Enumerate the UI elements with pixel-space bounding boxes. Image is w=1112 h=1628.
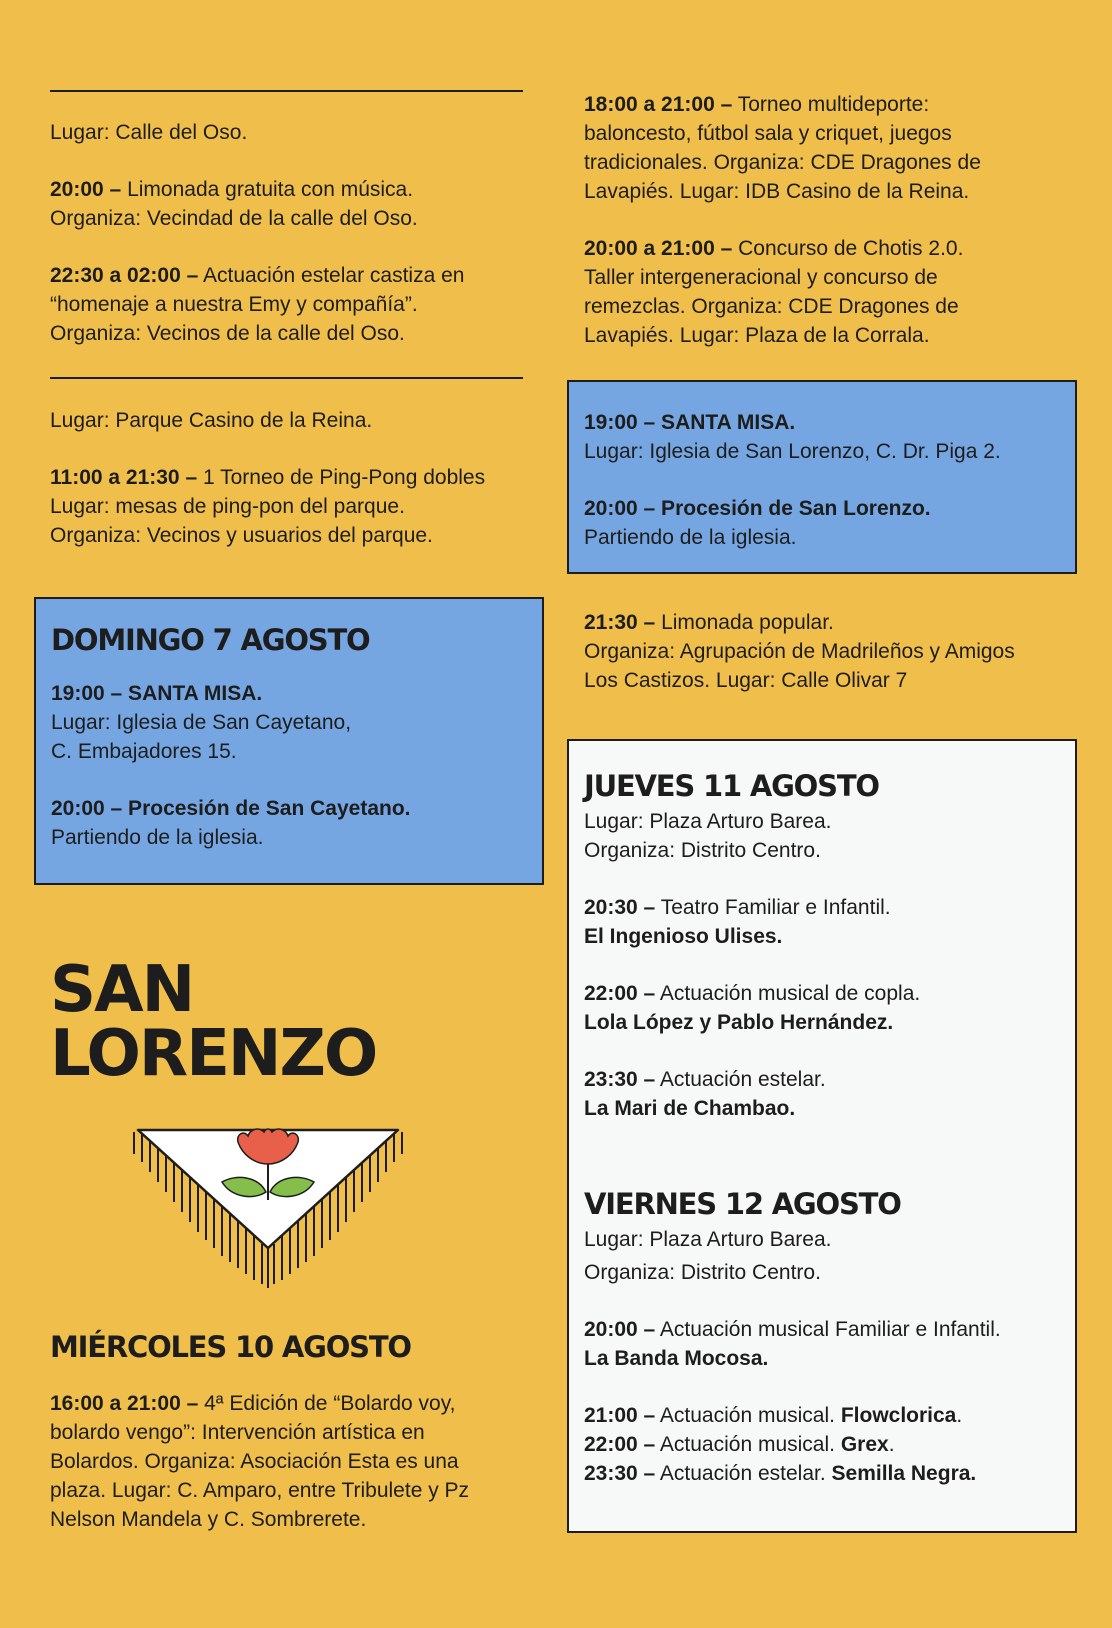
domingo-event-2: 20:00 – Procesión de San Cayetano. [51, 797, 411, 820]
jueves-viernes-box [567, 739, 1077, 1533]
jueves-event-2-performer: Lola López y Pablo Hernández. [584, 1011, 894, 1034]
manton-flower-icon [132, 1126, 404, 1288]
san-lorenzo-line1: SAN [50, 953, 194, 1027]
miercoles-line5: Nelson Mandela y C. Sombrerete. [50, 1508, 367, 1531]
parque-event-1: 11:00 a 21:30 – 1 Torneo de Ping-Pong dobles [50, 466, 486, 489]
oso-event-2: 22:30 a 02:00 – Actuación estelar castiza en [50, 264, 465, 287]
san-lorenzo-line2: LORENZO [50, 1017, 377, 1091]
domingo-event-1-lugar: Lugar: Iglesia de San Cayetano, [51, 711, 352, 734]
misa-event-1-lugar: Lugar: Iglesia de San Lorenzo, C. Dr. Piga 2. [584, 440, 1001, 463]
jueves-event-3-performer: La Mari de Chambao. [584, 1097, 796, 1120]
miercoles-section [50, 1330, 540, 1534]
chotis-line2: Taller intergeneracional y concurso de [584, 266, 938, 289]
jueves-title: JUEVES 11 AGOSTO [584, 769, 879, 803]
chotis-line3: remezclas. Organiza: CDE Dragones de [584, 295, 959, 318]
viernes-organiza: Organiza: Distrito Centro. [584, 1261, 821, 1284]
viernes-lugar: Lugar: Plaza Arturo Barea. [584, 1228, 832, 1251]
miercoles-line4: plaza. Lugar: C. Amparo, entre Tribulete y Pz [50, 1479, 470, 1502]
torneo-line2: baloncesto, fútbol sala y criquet, juegos [584, 122, 952, 145]
oso-event-2-line2: “homenaje a nuestra Emy y compañía”. [50, 293, 418, 316]
limonada-event: 21:30 – Limonada popular. [584, 611, 834, 634]
oso-event-1: 20:00 – Limonada gratuita con música. [50, 178, 414, 201]
miercoles-event-1: 16:00 a 21:00 – 4ª Edición de “Bolardo voy, [50, 1392, 456, 1415]
jueves-event-1-performer: El Ingenioso Ulises. [584, 925, 783, 948]
san-lorenzo-title [50, 953, 377, 1091]
oso-event-2-organiza: Organiza: Vecinos de la calle del Oso. [50, 322, 405, 345]
limonada-line2: Organiza: Agrupación de Madrileños y Amigos [584, 640, 1015, 663]
parque-event-1-lugar: Lugar: mesas de ping-pon del parque. [50, 495, 405, 518]
domingo-box [34, 597, 544, 885]
misa-event-2: 20:00 – Procesión de San Lorenzo. [584, 497, 931, 520]
chotis-event: 20:00 a 21:00 – Concurso de Chotis 2.0. [584, 237, 964, 260]
oso-event-1-organiza: Organiza: Vecindad de la calle del Oso. [50, 207, 418, 230]
jueves-event-3: 23:30 – Actuación estelar. [584, 1068, 826, 1091]
viernes-event-1-performer: La Banda Mocosa. [584, 1347, 769, 1370]
torneo-line4: Lavapiés. Lugar: IDB Casino de la Reina. [584, 180, 970, 203]
san-lorenzo-misa-box [567, 380, 1077, 574]
domingo-event-1: 19:00 – SANTA MISA. [51, 682, 263, 705]
viernes-event-2: 21:00 – Actuación musical. Flowclorica. [584, 1404, 963, 1427]
parque-event-1-organiza: Organiza: Vecinos y usuarios del parque. [50, 524, 433, 547]
viernes-event-4: 23:30 – Actuación estelar. Semilla Negra. [584, 1462, 977, 1485]
domingo-title: DOMINGO 7 AGOSTO [51, 623, 370, 657]
viernes-event-3: 22:00 – Actuación musical. Grex. [584, 1433, 895, 1456]
domingo-event-1-address: C. Embajadores 15. [51, 740, 237, 763]
divider-mid-left [50, 377, 523, 379]
right-top-section [584, 90, 1084, 350]
jueves-event-2: 22:00 – Actuación musical de copla. [584, 982, 921, 1005]
torneo-event: 18:00 a 21:00 – Torneo multideporte: [584, 93, 930, 116]
miercoles-line2: bolardo vengo”: Intervención artística en [50, 1421, 425, 1444]
miercoles-line3: Bolardos. Organiza: Asociación Esta es una [50, 1450, 459, 1473]
chotis-line4: Lavapiés. Lugar: Plaza de la Corrala. [584, 324, 930, 347]
parque-section [50, 406, 530, 550]
viernes-title: VIERNES 12 AGOSTO [584, 1187, 901, 1221]
oso-section [50, 118, 530, 348]
limonada-section [584, 608, 1084, 695]
misa-event-2-detail: Partiendo de la iglesia. [584, 526, 797, 549]
parque-lugar: Lugar: Parque Casino de la Reina. [50, 409, 373, 432]
jueves-event-1: 20:30 – Teatro Familiar e Infantil. [584, 896, 891, 919]
torneo-line3: tradicionales. Organiza: CDE Dragones de [584, 151, 981, 174]
domingo-event-2-detail: Partiendo de la iglesia. [51, 826, 264, 849]
viernes-event-1: 20:00 – Actuación musical Familiar e Infantil. [584, 1318, 1001, 1341]
divider-top-left [50, 90, 523, 92]
limonada-line3: Los Castizos. Lugar: Calle Olivar 7 [584, 669, 908, 692]
misa-event-1: 19:00 – SANTA MISA. [584, 411, 796, 434]
jueves-organiza: Organiza: Distrito Centro. [584, 839, 821, 862]
oso-lugar: Lugar: Calle del Oso. [50, 121, 248, 144]
jueves-lugar: Lugar: Plaza Arturo Barea. [584, 810, 832, 833]
miercoles-title: MIÉRCOLES 10 AGOSTO [50, 1330, 411, 1364]
